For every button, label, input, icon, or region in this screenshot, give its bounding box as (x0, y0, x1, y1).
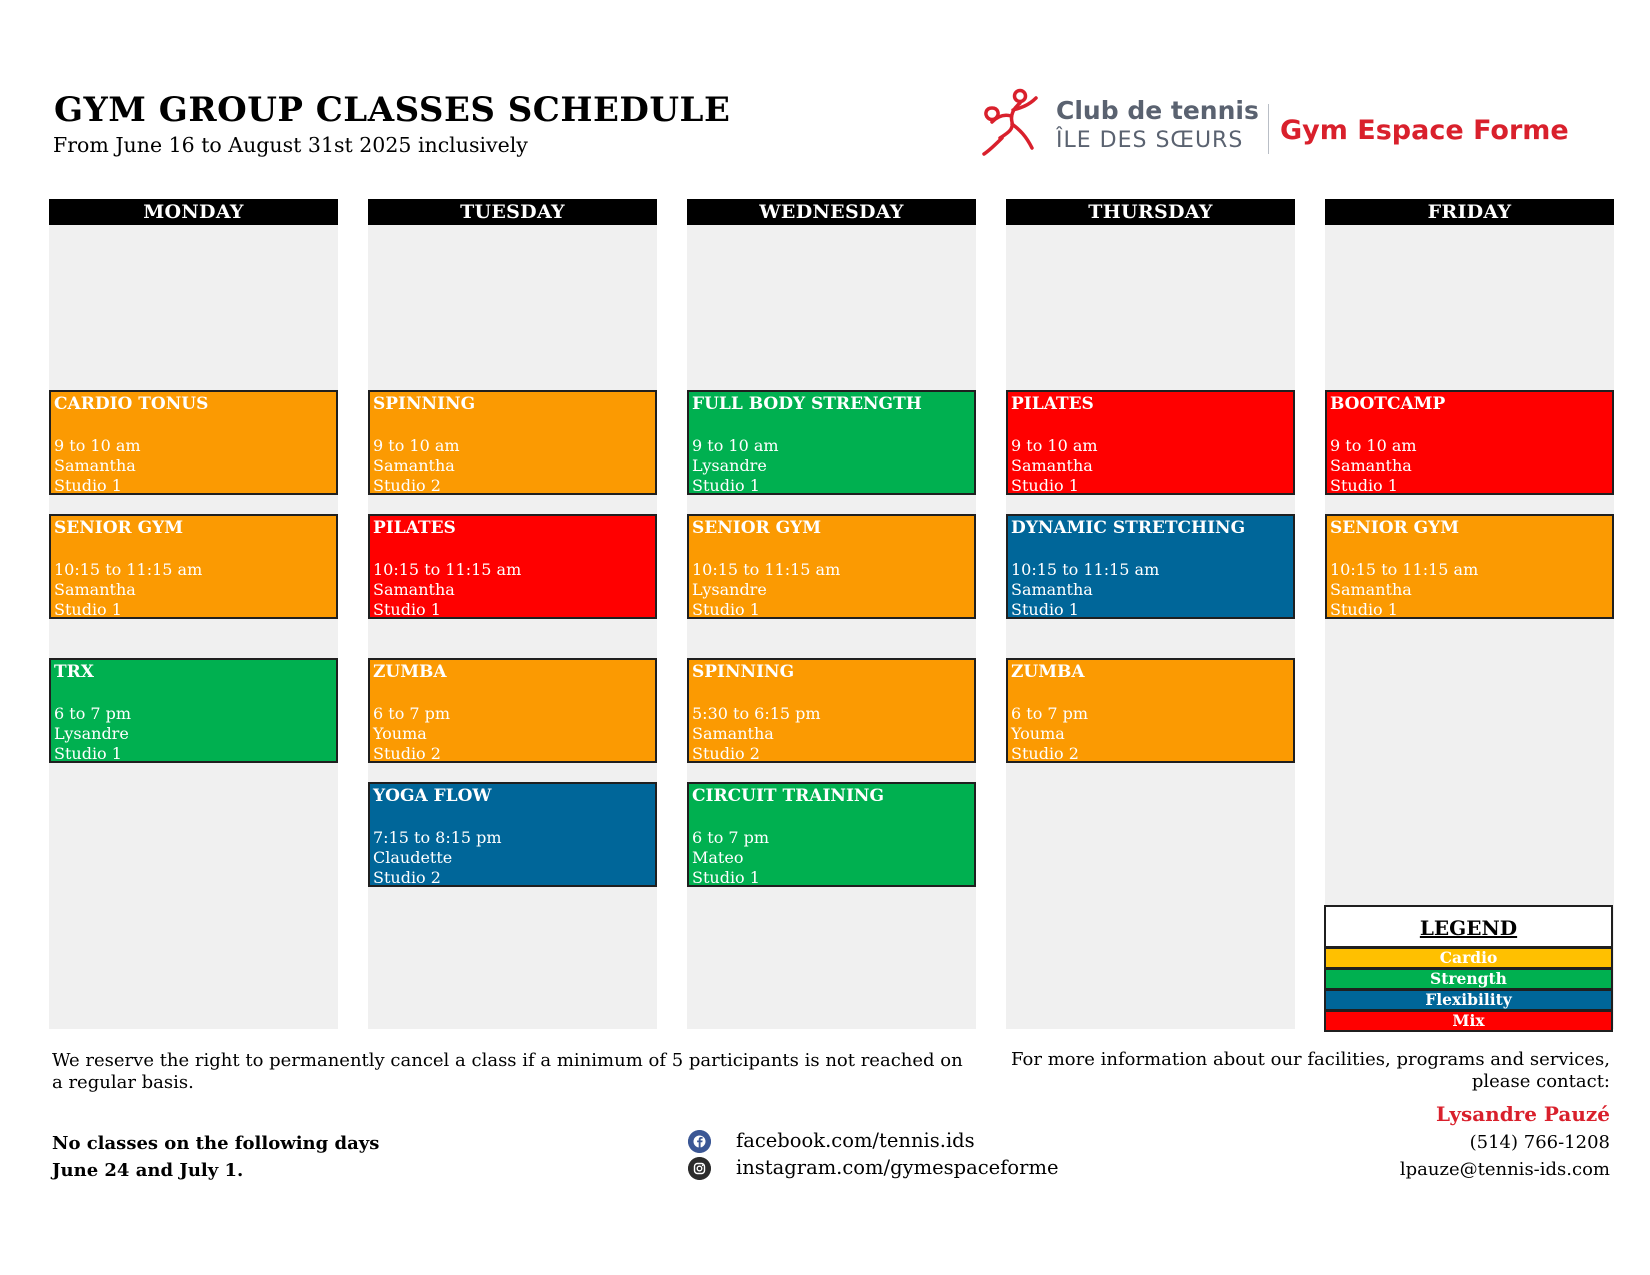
class-block[interactable] (1006, 658, 1295, 763)
class-studio: Studio 2 (373, 868, 441, 887)
contact-email[interactable]: lpauze@tennis-ids.com (1399, 1159, 1610, 1180)
class-time: 9 to 10 am (1011, 436, 1098, 455)
no-classes-line1: No classes on the following days (52, 1133, 380, 1154)
class-instructor: Lysandre (692, 580, 767, 599)
contact-name: Lysandre Pauzé (1435, 1102, 1610, 1126)
class-block[interactable] (687, 390, 976, 495)
class-instructor: Youma (373, 724, 427, 743)
class-name: BOOTCAMP (1330, 394, 1446, 414)
class-name: SPINNING (692, 662, 795, 682)
class-name: YOGA FLOW (373, 786, 492, 806)
class-name: CARDIO TONUS (54, 394, 209, 414)
class-block[interactable] (687, 658, 976, 763)
class-block[interactable] (368, 782, 657, 887)
class-block[interactable] (49, 658, 338, 763)
logo-club-text: Club de tennis (1056, 96, 1259, 125)
class-time: 6 to 7 pm (692, 828, 770, 847)
class-time: 10:15 to 11:15 am (692, 560, 841, 579)
class-name: SENIOR GYM (692, 518, 822, 538)
class-time: 6 to 7 pm (1011, 704, 1089, 723)
class-time: 10:15 to 11:15 am (1330, 560, 1479, 579)
class-studio: Studio 1 (692, 600, 760, 619)
class-studio: Studio 1 (692, 868, 760, 887)
day-column-monday (49, 199, 338, 1029)
class-time: 9 to 10 am (692, 436, 779, 455)
class-block[interactable] (368, 390, 657, 495)
tennis-player-icon (980, 86, 1052, 162)
contact-intro (970, 1049, 1610, 1093)
facebook-icon (688, 1130, 711, 1153)
class-studio: Studio 2 (373, 476, 441, 495)
class-studio: Studio 2 (373, 744, 441, 763)
class-block[interactable] (1006, 514, 1295, 619)
class-name: TRX (54, 662, 94, 682)
class-time: 9 to 10 am (1330, 436, 1417, 455)
cancellation-note: We reserve the right to permanently cancel a class if a minimum of 5 participants is not reached on a regular basis. (52, 1050, 963, 1093)
day-header-tuesday: TUESDAY (368, 199, 657, 225)
class-block[interactable] (1325, 514, 1614, 619)
class-instructor: Samantha (373, 580, 455, 599)
class-name: SPINNING (373, 394, 476, 414)
class-instructor: Lysandre (692, 456, 767, 475)
day-header-thursday: THURSDAY (1006, 199, 1295, 225)
legend-item-mix: Mix (1324, 1011, 1613, 1032)
day-column-wednesday (687, 199, 976, 1029)
class-instructor: Samantha (1011, 456, 1093, 475)
class-name: PILATES (373, 518, 456, 538)
class-name: FULL BODY STRENGTH (692, 394, 922, 414)
class-time: 5:30 to 6:15 pm (692, 704, 821, 723)
logo-ile-text: ÎLE DES SŒURS (1056, 128, 1244, 153)
class-studio: Studio 1 (1011, 600, 1079, 619)
class-instructor: Lysandre (54, 724, 129, 743)
class-time: 6 to 7 pm (54, 704, 132, 723)
class-block[interactable] (49, 390, 338, 495)
class-name: ZUMBA (373, 662, 447, 682)
class-instructor: Samantha (1011, 580, 1093, 599)
class-block[interactable] (1006, 390, 1295, 495)
class-block[interactable] (368, 658, 657, 763)
instagram-icon (688, 1157, 711, 1180)
class-instructor: Samantha (1330, 580, 1412, 599)
day-header-friday: FRIDAY (1325, 199, 1614, 225)
class-name: PILATES (1011, 394, 1094, 414)
legend-title: LEGEND (1324, 905, 1613, 948)
class-block[interactable] (49, 514, 338, 619)
instagram-url[interactable]: instagram.com/gymespaceforme (736, 1156, 1059, 1179)
class-instructor: Mateo (692, 848, 744, 867)
class-time: 7:15 to 8:15 pm (373, 828, 502, 847)
class-studio: Studio 2 (1011, 744, 1079, 763)
class-instructor: Samantha (1330, 456, 1412, 475)
class-instructor: Claudette (373, 848, 453, 867)
class-block[interactable] (687, 782, 976, 887)
class-time: 10:15 to 11:15 am (1011, 560, 1160, 579)
logo-gym-text: Gym Espace Forme (1280, 115, 1569, 146)
class-studio: Studio 1 (1330, 476, 1398, 495)
day-column-tuesday (368, 199, 657, 1029)
class-instructor: Samantha (54, 456, 136, 475)
class-time: 10:15 to 11:15 am (373, 560, 522, 579)
class-block[interactable] (1325, 390, 1614, 495)
page-subtitle: From June 16 to August 31st 2025 inclusively (53, 133, 528, 157)
day-header-monday: MONDAY (49, 199, 338, 225)
class-studio: Studio 1 (1330, 600, 1398, 619)
no-classes-notice (52, 1130, 379, 1184)
contact-phone[interactable]: (514) 766-1208 (1469, 1132, 1610, 1153)
class-studio: Studio 1 (54, 744, 122, 763)
contact-intro-line2: please contact: (1471, 1071, 1610, 1092)
legend (1324, 905, 1613, 1029)
class-time: 9 to 10 am (373, 436, 460, 455)
contact-intro-line1: For more information about our facilities, programs and services, (1011, 1049, 1610, 1070)
day-header-wednesday: WEDNESDAY (687, 199, 976, 225)
no-classes-line2: June 24 and July 1. (52, 1160, 244, 1181)
legend-item-flexibility: Flexibility (1324, 990, 1613, 1011)
class-instructor: Samantha (373, 456, 455, 475)
legend-item-cardio: Cardio (1324, 948, 1613, 969)
class-time: 6 to 7 pm (373, 704, 451, 723)
class-studio: Studio 1 (692, 476, 760, 495)
class-studio: Studio 1 (54, 476, 122, 495)
class-name: SENIOR GYM (1330, 518, 1460, 538)
class-time: 10:15 to 11:15 am (54, 560, 203, 579)
class-block[interactable] (368, 514, 657, 619)
page-title: GYM GROUP CLASSES SCHEDULE (54, 90, 731, 130)
club-logo (980, 86, 1569, 162)
class-instructor: Youma (1011, 724, 1065, 743)
class-instructor: Samantha (54, 580, 136, 599)
legend-item-strength: Strength (1324, 969, 1613, 990)
class-studio: Studio 1 (54, 600, 122, 619)
day-column-thursday (1006, 199, 1295, 1029)
class-name: CIRCUIT TRAINING (692, 786, 884, 806)
class-instructor: Samantha (692, 724, 774, 743)
facebook-url[interactable]: facebook.com/tennis.ids (736, 1129, 975, 1152)
class-studio: Studio 1 (1011, 476, 1079, 495)
logo-divider (1268, 104, 1269, 154)
class-studio: Studio 1 (373, 600, 441, 619)
class-name: SENIOR GYM (54, 518, 184, 538)
class-name: DYNAMIC STRETCHING (1011, 518, 1246, 538)
class-name: ZUMBA (1011, 662, 1085, 682)
class-block[interactable] (687, 514, 976, 619)
class-time: 9 to 10 am (54, 436, 141, 455)
class-studio: Studio 2 (692, 744, 760, 763)
